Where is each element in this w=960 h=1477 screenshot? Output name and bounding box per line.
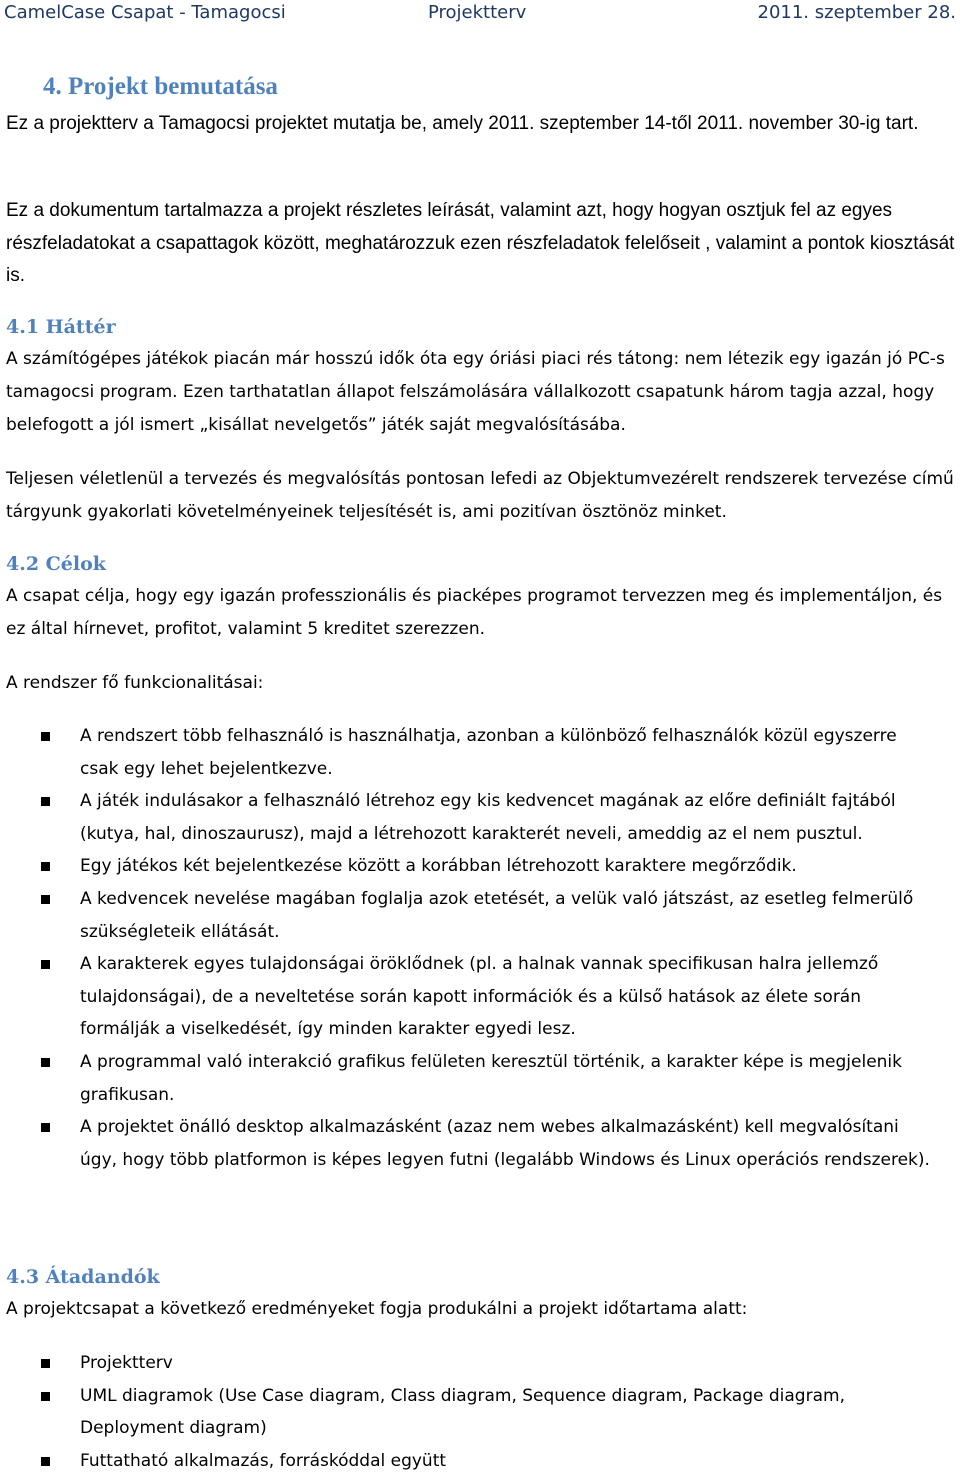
section-4-2-paragraph-2: A rendszer fő funkcionalitásai:: [6, 673, 264, 693]
section-4-1-paragraph-1: A számítógépes játékok piacán már hosszú idők óta egy óriási piaci rés tátong: nem létezik egy igazán jó PC-s tamagocsi program. Ezen tarthatatlan állapot felszámolására vállalkozott csapatunk három tagja azzal, hogy belefogott a jól ismert „kisállat nevelgetős” játék saját megvalósításába.: [6, 349, 945, 435]
list-item-text: Egy játékos két bejelentkezése között a korábban létrehozott karaktere megőrződik.: [80, 856, 797, 877]
list-item: [0, 1111, 940, 1176]
list-item-text: A játék indulásakor a felhasználó létrehoz egy kis kedvencet magának az előre definiált fajtából (kutya, hal, dinoszaurusz), majd a létrehozott karakterét neveli, ameddig az el nem pusztul.: [80, 791, 896, 844]
list-item: [0, 1046, 940, 1111]
list-item: [0, 720, 940, 785]
list-item-text: A kedvencek nevelése magában foglalja azok etetését, a velük való játszást, az esetleg felmerülő szükségleteik ellátását.: [80, 888, 914, 942]
list-item-text: Futtatható alkalmazás, forráskóddal együtt: [80, 1450, 447, 1471]
list-item-text: A rendszert több felhasználó is használhatja, azonban a különböző felhasználók közül egyszerre csak egy lehet bejelentkezve.: [80, 726, 897, 779]
functionality-list: [0, 720, 960, 1176]
list-item-text: A projektet önálló desktop alkalmazásként (azaz nem webes alkalmazásként) kell megvalósítani úgy, hogy több platformon is képes legyen futni (legalább Windows és Linux operációs rendszerek).: [80, 1117, 930, 1170]
list-item: [0, 785, 940, 850]
section-4-3-paragraph-1: A projektcsapat a következő eredményeket fogja produkálni a projekt időtartama alatt:: [6, 1299, 748, 1319]
deliverables-list: [0, 1347, 960, 1477]
bullet-icon: [41, 895, 50, 904]
page-header: [0, 2, 960, 28]
bullet-icon: [41, 1359, 50, 1368]
section-4-heading: 4. Projekt bemutatása: [43, 73, 278, 100]
bullet-icon: [41, 1457, 50, 1466]
bullet-icon: [41, 797, 50, 806]
section-4-2-heading: 4.2 Célok: [6, 553, 106, 575]
bullet-icon: [41, 1058, 50, 1067]
bullet-icon: [41, 1392, 50, 1401]
section-4-intro-1: Ez a projektterv a Tamagocsi projektet mutatja be, amely 2011. szeptember 14-től 2011. november 30-ig tart.: [6, 113, 919, 134]
list-item: [0, 883, 940, 948]
section-4-intro-2: Ez a dokumentum tartalmazza a projekt részletes leírását, valamint azt, hogy hogyan osztjuk fel az egyes részfeladatokat a csapattagok között, meghatározzuk ezen részfeladatok felelőseit , valamint a pontok kiosztását is.: [6, 200, 955, 286]
header-center-text: Projektterv: [428, 2, 527, 23]
list-item-text: A karakterek egyes tulajdonságai öröklődnek (pl. a halnak vannak specifikusan halra jellemző tulajdonságai), de a neveltetése során kapott információk és a külső hatások az élete során formálják a viselkedését, így minden karakter egyedi lesz.: [80, 954, 879, 1040]
list-item-text: UML diagramok (Use Case diagram, Class diagram, Sequence diagram, Package diagram, Deployment diagram): [80, 1385, 845, 1439]
bullet-icon: [41, 960, 50, 969]
list-item-text: Projektterv: [80, 1353, 173, 1373]
section-4-2-paragraph-1: A csapat célja, hogy egy igazán professzionális és piacképes programot tervezzen meg és implementáljon, és ez által hírnevet, profitot, valamint 5 kreditet szerezzen.: [6, 586, 943, 639]
list-item: [0, 948, 940, 1046]
list-item: [0, 1445, 940, 1477]
list-item: [0, 1347, 940, 1380]
bullet-icon: [41, 732, 50, 741]
header-left-text: CamelCase Csapat - Tamagocsi: [4, 2, 286, 23]
list-item: [0, 850, 940, 883]
bullet-icon: [41, 862, 50, 871]
list-item: [0, 1380, 940, 1445]
list-item-text: A programmal való interakció grafikus felületen keresztül történik, a karakter képe is megjelenik grafikusan.: [80, 1051, 903, 1105]
section-4-1-paragraph-2: Teljesen véletlenül a tervezés és megvalósítás pontosan lefedi az Objektumvezérelt rendszerek tervezése című tárgyunk gyakorlati követelményeinek teljesítését is, ami pozitívan ösztönöz minket.: [6, 469, 954, 522]
section-4-3-heading: 4.3 Átadandók: [6, 1266, 160, 1288]
section-4-1-heading: 4.1 Háttér: [6, 316, 116, 338]
header-date-text: 2011. szeptember 28.: [757, 2, 956, 23]
bullet-icon: [41, 1123, 50, 1132]
